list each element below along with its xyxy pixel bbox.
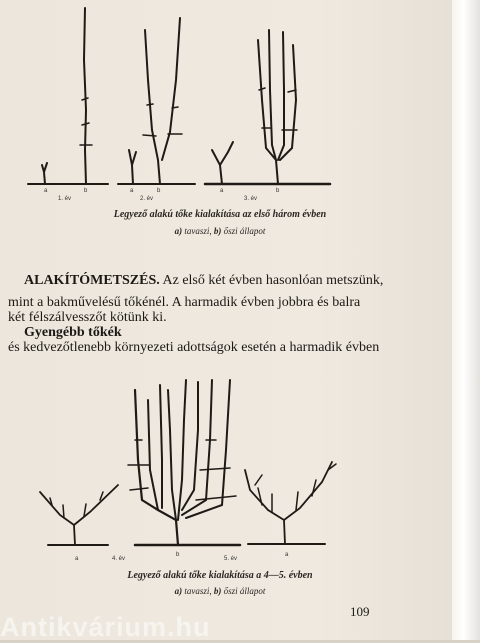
fig2-label-5a: a: [285, 552, 289, 558]
fig1-label-1b: b: [84, 188, 88, 194]
figure1-caption: Legyező alakú tőke kialakítása az első három évben: [113, 209, 327, 220]
subheading: Gyengébb tőkék: [24, 325, 122, 340]
section-heading: ALAKÍTÓMETSZÉS.: [24, 273, 160, 288]
fig1-sub-b: b): [213, 226, 222, 236]
fig2-label-4b: b: [176, 552, 180, 558]
paragraph-line-3: két félszálvesszőt kötünk ki.: [8, 310, 167, 325]
figure2-subcaption: [0, 586, 440, 596]
watermark: Antikvárium.hu: [0, 612, 211, 642]
fig2-label-4a: a: [75, 556, 79, 562]
fig1-label-2a: a: [130, 188, 134, 194]
fig1-label-3a: a: [220, 188, 224, 194]
fig2-sub-b: b): [213, 586, 222, 596]
fig1-label-3b: b: [276, 188, 280, 194]
fig2-label-year4: 4. év: [112, 556, 126, 562]
fig1-sub-a-text: tavaszi,: [184, 226, 212, 236]
fig1-label-2b: b: [157, 188, 161, 194]
fig1-sub-b-text: őszi állapot: [223, 226, 266, 236]
vine-figure-years-4-5: [0, 370, 452, 570]
page-number: 109: [350, 604, 370, 619]
paragraph-line-2: mint a bakművelésű tőkénél. A harmadik évben jobbra és balra: [8, 295, 361, 310]
paragraph-line-1-rest: Az első két évben hasonlóan metszünk,: [159, 273, 384, 288]
paragraph-line-1: [24, 270, 383, 292]
fig1-sub-a: a): [174, 226, 183, 236]
fig1-label-year2: 2. év: [140, 196, 154, 200]
figure1-subcaption: [0, 226, 440, 236]
fig2-sub-b-text: őszi állapot: [223, 586, 266, 596]
vine-figure-years-1-3: [0, 0, 452, 200]
fig2-sub-a: a): [174, 586, 183, 596]
fig1-label-1a: a: [44, 188, 48, 194]
fig2-sub-a-text: tavaszi,: [184, 586, 212, 596]
page-edge: [452, 0, 480, 640]
figure2-caption: Legyező alakú tőke kialakítása a 4—5. évben: [127, 570, 313, 581]
fig1-label-year1: 1. év: [58, 196, 72, 200]
fig2-label-year5: 5. év: [224, 556, 238, 562]
fig1-label-year3: 3. év: [244, 196, 258, 200]
paragraph-line-5: és kedvezőtlenebb környezeti adottságok esetén a harmadik évben: [8, 340, 380, 355]
